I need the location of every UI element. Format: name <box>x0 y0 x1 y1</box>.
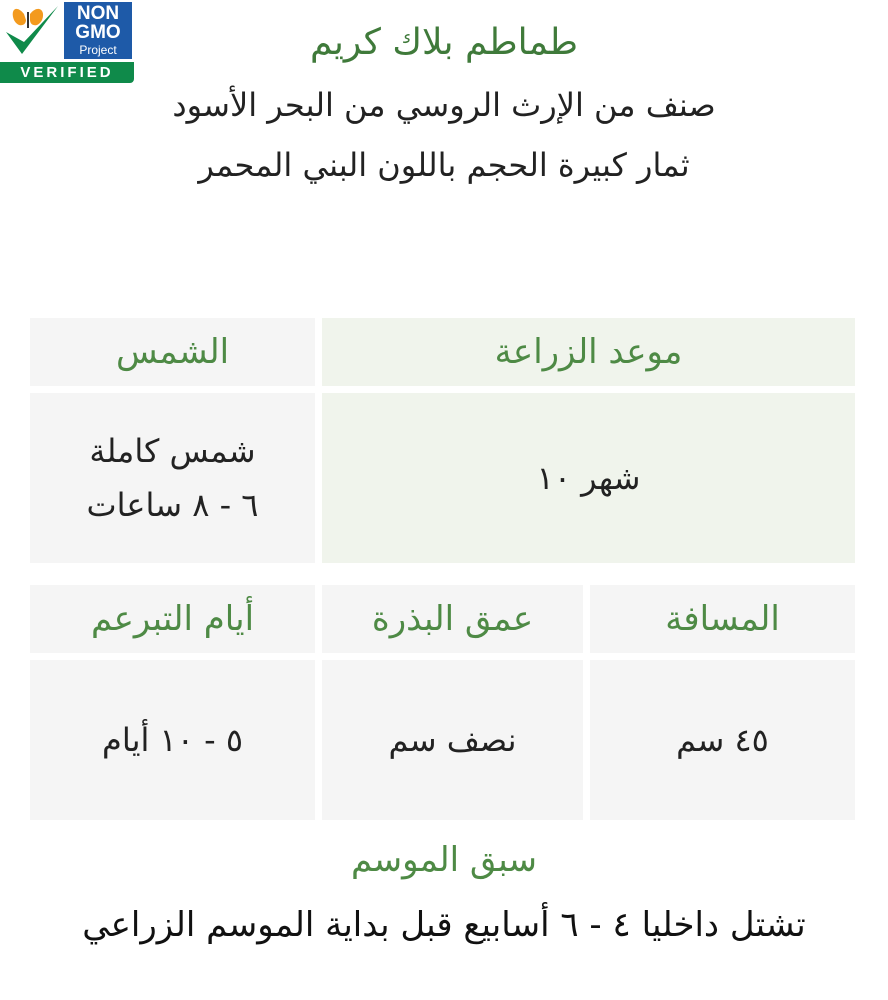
badge-line2: GMO <box>75 22 121 43</box>
description-line-1: صنف من الإرث الروسي من البحر الأسود <box>172 86 716 124</box>
planting-time-header: موعد الزراعة <box>322 318 855 386</box>
season-note: تشتل داخليا ٤ - ٦ أسابيع قبل بداية الموسم الزراعي <box>82 905 806 945</box>
sun-value <box>30 393 315 563</box>
badge-line3: Project <box>79 43 117 57</box>
badge-verified: VERIFIED <box>20 64 114 81</box>
badge-line1: NON <box>76 3 120 24</box>
product-title: طماطم بلاك كريم <box>309 22 579 63</box>
sun-value-line1: شمس كاملة <box>89 431 256 470</box>
season-title: سبق الموسم <box>350 840 538 880</box>
distance-header: المسافة <box>590 585 855 653</box>
planting-time-value: شهر ١٠ <box>322 393 855 563</box>
distance-value: ٤٥ سم <box>590 660 855 820</box>
sun-header: الشمس <box>30 318 315 386</box>
germination-days-value: ٥ - ١٠ أيام <box>30 660 315 820</box>
germination-days-header: أيام التبرعم <box>30 585 315 653</box>
sun-value-line2: ٦ - ٨ ساعات <box>86 486 259 524</box>
description-line-2: ثمار كبيرة الحجم باللون البني المحمر <box>198 146 690 184</box>
seed-depth-header: عمق البذرة <box>322 585 583 653</box>
seed-depth-value: نصف سم <box>322 660 583 820</box>
